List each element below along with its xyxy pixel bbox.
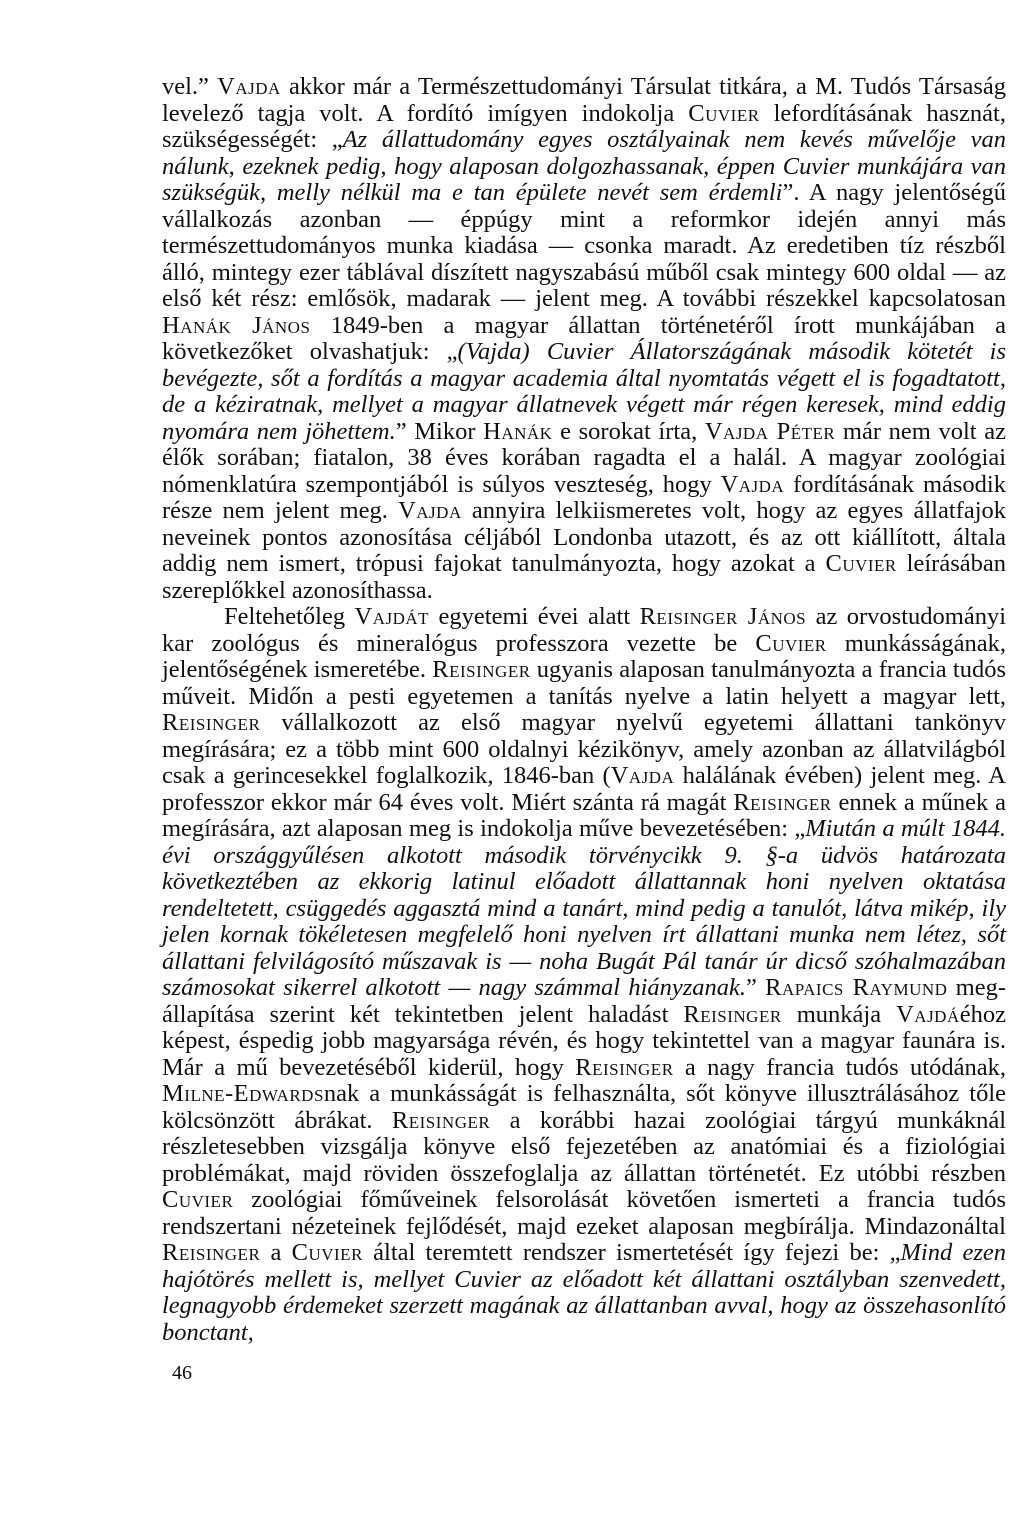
text-segment: megállapítása szerint két tekintetben jelent haladást bbox=[162, 974, 1006, 1028]
text-segment: a bbox=[260, 1239, 292, 1266]
name-smallcaps: Vajda bbox=[398, 497, 462, 524]
text-segment: ennek a műnek a megírására, azt alaposan meg is indokolja műve bevezetésében: „ bbox=[162, 788, 1006, 842]
name-smallcaps: Reisinger bbox=[683, 1000, 782, 1028]
text-segment: munkája bbox=[781, 1000, 897, 1028]
name-smallcaps: Reisinger bbox=[575, 1053, 674, 1081]
text-segment: 1849-ben a magyar állattan történetéről írott munkájában a következőket olvashatjuk: „ bbox=[162, 311, 1006, 365]
text-segment: lefordításának hasznát, szükségességét: „ bbox=[162, 99, 1006, 153]
text-segment: nak a munkásságát is felhasználta, sőt könyve illusztrálásához tőle kölcsönzött ábrákat. bbox=[162, 1080, 1006, 1134]
text-segment: a nagy francia tudós utódának, bbox=[673, 1053, 1006, 1081]
text-segment: Feltehetőleg bbox=[224, 603, 355, 630]
page-body bbox=[162, 74, 1006, 1346]
text-segment: annyira lelkiismeretes volt, hogy az egyes állatfajok neveinek pontos azonosítása céljából Londonba utazott, és az ott kiállított, általa addig nem ismert, trópusi fajokat tanulmányozta, hogy azokat a bbox=[162, 497, 1006, 577]
name-smallcaps: Cuvier bbox=[162, 1186, 234, 1213]
name-smallcaps: Vajdát bbox=[354, 603, 430, 630]
name-smallcaps: Reisinger bbox=[162, 709, 261, 736]
text-segment: ”. A nagy jelentőségű vállalkozás azonban — éppúgy mint a reformkor idején annyi más természettudományos munka kiadása — csonka maradt. Az eredetiben tíz részből álló, mintegy ezer táblával díszített nagyszabású műből csak mintegy 600 oldal — az első két rész: emlősök, madarak — jelent meg. A további részekkel kapcsolatosan bbox=[162, 179, 1006, 312]
name-smallcaps: Vajdá bbox=[896, 1000, 960, 1028]
text-segment: vel.” bbox=[162, 73, 218, 100]
quote-italic: Miután a múlt 1844. évi országgyűlésen alkotott második törvénycikk 9. §-a üdvös határozata következtében az ekkorig latinul előadott állattannak honi nyelven oktatása rendeltetett, csüggedés aggasztá mind a tanárt, mind pedig a tanulót, látva mikép, ily jelen kornak tökéletesen megfelelő honi nyelven írt állattani munka nem létez, sőt állattani felvilágosító műszavak is — noha Bugát Pál tanár úr dicső szóhalmazában számosokat sikerrel alkotott — nagy számmal hiányzanak. bbox=[162, 815, 1006, 1001]
text-segment: ugyanis alaposan tanulmányozta a francia tudós műveit. Midőn a pesti egyetemen a tanítás nyelve a latin helyett a magyar lett, bbox=[162, 656, 1006, 710]
name-smallcaps: Vajda bbox=[217, 73, 281, 100]
name-smallcaps: Vajda Péter bbox=[704, 417, 836, 445]
text-segment: ” bbox=[746, 974, 766, 1001]
text-segment: a korábbi hazai zoológiai tárgyú munkáknál részletesebben vizsgálja könyve első fejezetében az anatómiai és a fiziológiai problémákat, majd röviden összefoglalja az állattan történetét. Ez utóbbi részben bbox=[162, 1106, 1007, 1187]
name-smallcaps: Reisinger bbox=[391, 1106, 491, 1134]
quote-italic: Mind ezen hajótörés mellett is, mellyet Cuvier az előadott két állattani osztályban szenvedett, legnagyobb érdemeket szerzett magának az állattanban avval, hogy az összehasonlító bonctant, bbox=[162, 1239, 1006, 1346]
name-smallcaps: Milne-Edwards bbox=[162, 1080, 324, 1107]
text-segment: halálának évében) jelent meg. A professzor ekkor már 64 éves volt. Miért szánta rá magát bbox=[162, 762, 1006, 816]
text-segment: az orvostudományi kar zoológus és mineralógus professzora vezette be bbox=[162, 603, 1006, 657]
text-segment: egyetemi évei alatt bbox=[429, 603, 640, 630]
name-smallcaps: Cuvier bbox=[688, 99, 760, 127]
text-segment: akkor már a Természettudományi Társulat titkára, a M. Tudós Társaság levelező tagja volt. A fordító imígyen indokolja bbox=[162, 73, 1006, 127]
name-smallcaps: Reisinger János bbox=[639, 603, 807, 630]
page-number: 46 bbox=[172, 1362, 192, 1384]
text-segment: által teremtett rendszer ismertetését így fejezi be: „ bbox=[362, 1239, 901, 1266]
text-segment: fordításának második része nem jelent meg. bbox=[162, 470, 1006, 524]
text-segment: zoológiai főműveinek felsorolását követően ismerteti a francia tudós rendszertani nézeteinek fejlődését, majd ezeket alaposan megbírálja. Mindazonáltal bbox=[162, 1186, 1006, 1240]
text-segment: éhoz képest, éspedig jobb magyarsága révén, és hogy tekintettel van a magyar faunára is. Már a mű bevezetéséből kiderül, hogy bbox=[162, 1000, 1006, 1081]
text-segment: ” Mikor bbox=[395, 417, 484, 445]
paragraph-2 bbox=[162, 604, 1006, 1346]
name-smallcaps: Vajda bbox=[610, 762, 675, 789]
name-smallcaps: Reisinger bbox=[733, 788, 832, 816]
name-smallcaps: Hanák János bbox=[162, 311, 311, 339]
text-segment: e sorokat írta, bbox=[552, 417, 705, 445]
text-segment: leírásában szereplőkkel azonosíthassa. bbox=[162, 550, 1006, 604]
text-segment: már nem volt az élők sorában; fiatalon, 38 éves korában ragadta el a halál. A magyar zoológiai nómenklatúra szempontjából is súlyos veszteség, hogy bbox=[162, 417, 1006, 498]
text-segment: vállalkozott az első magyar nyelvű egyetemi állattani tankönyv megírására; ez a több mint 600 oldalnyi kézikönyv, amely azonban az állatvilágból csak a gerincesekkel foglalkozik, 1846-ban ( bbox=[162, 709, 1006, 789]
name-smallcaps: Cuvier bbox=[291, 1239, 363, 1266]
name-smallcaps: Cuvier bbox=[755, 629, 827, 657]
quote-italic: Az állattudomány egyes osztályainak nem kevés művelője van nálunk, ezeknek pedig, hogy alaposan dolgozhassanak, éppen Cuvier munkájára van szükségük, melly nélkül ma e tan épülete nevét sem érdemli bbox=[162, 126, 1007, 206]
quote-italic: (Vajda) Cuvier Állatországának második kötetét is bevégezte, sőt a fordítás a magyar academia által nyomtatás végett el is fogadtatott, de a kéziratnak, mellyet a magyar állatnevek végett már régen keresek, mind eddig nyomára nem jöhettem. bbox=[162, 338, 1006, 445]
name-smallcaps: Reisinger bbox=[432, 656, 531, 683]
paragraph-1 bbox=[162, 74, 1006, 604]
name-smallcaps: Vajda bbox=[720, 470, 785, 498]
name-smallcaps: Reisinger bbox=[162, 1239, 261, 1266]
name-smallcaps: Rapaics Raymund bbox=[765, 974, 948, 1001]
text-segment: munkásságának, jelentőségének ismeretébe. bbox=[162, 629, 1006, 683]
name-smallcaps: Hanák bbox=[483, 417, 553, 445]
name-smallcaps: Cuvier bbox=[825, 550, 897, 577]
